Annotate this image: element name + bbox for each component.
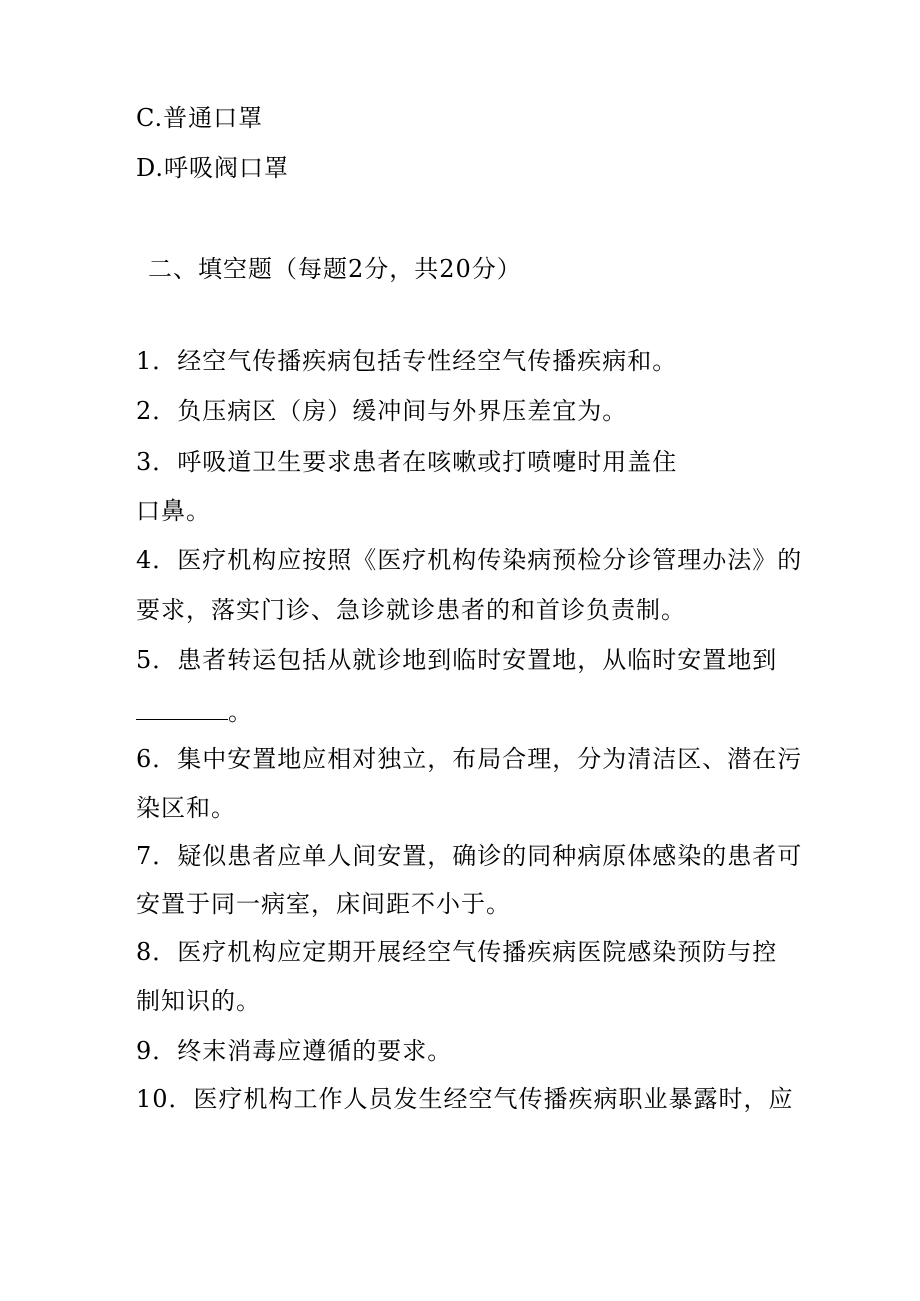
question-6: 6．集中安置地应相对独立，布局合理，分为清洁区、潜在污 (136, 745, 803, 773)
question-5: 5．患者转运包括从就诊地到临时安置地，从临时安置地到 (136, 646, 778, 674)
question-5-cont (136, 696, 253, 728)
question-4: 4．医疗机构应按照《医疗机构传染病预检分诊管理办法》的 (136, 546, 803, 574)
option-d: D.呼吸阀口罩 (136, 154, 290, 182)
blank-suffix: 。 (228, 698, 253, 726)
question-1: 1．经空气传播疾病包括专性经空气传播疾病和。 (136, 347, 678, 375)
question-8-cont: 制知识的。 (136, 987, 261, 1015)
question-2: 2．负压病区（房）缓冲间与外界压差宜为。 (136, 397, 628, 425)
question-10: 10．医疗机构工作人员发生经空气传播疾病职业暴露时，应 (136, 1085, 794, 1113)
answer-blank (136, 699, 228, 720)
question-8: 8．医疗机构应定期开展经空气传播疾病医院感染预防与控 (136, 938, 778, 966)
question-7-cont: 安置于同一病室，床间距不小于。 (136, 890, 511, 918)
question-7: 7．疑似患者应单人间安置，确诊的同种病原体感染的患者可 (136, 842, 803, 870)
section-title: 二、填空题（每题2分，共20分） (148, 255, 522, 283)
question-3-cont: 口鼻。 (136, 497, 211, 525)
question-3: 3．呼吸道卫生要求患者在咳嗽或打喷嚏时用盖住 (136, 448, 678, 476)
question-9: 9．终末消毒应遵循的要求。 (136, 1037, 453, 1065)
option-c: C.普通口罩 (136, 104, 264, 132)
question-6-cont: 染区和。 (136, 794, 236, 822)
question-4-cont: 要求，落实门诊、急诊就诊患者的和首诊负责制。 (136, 596, 686, 624)
